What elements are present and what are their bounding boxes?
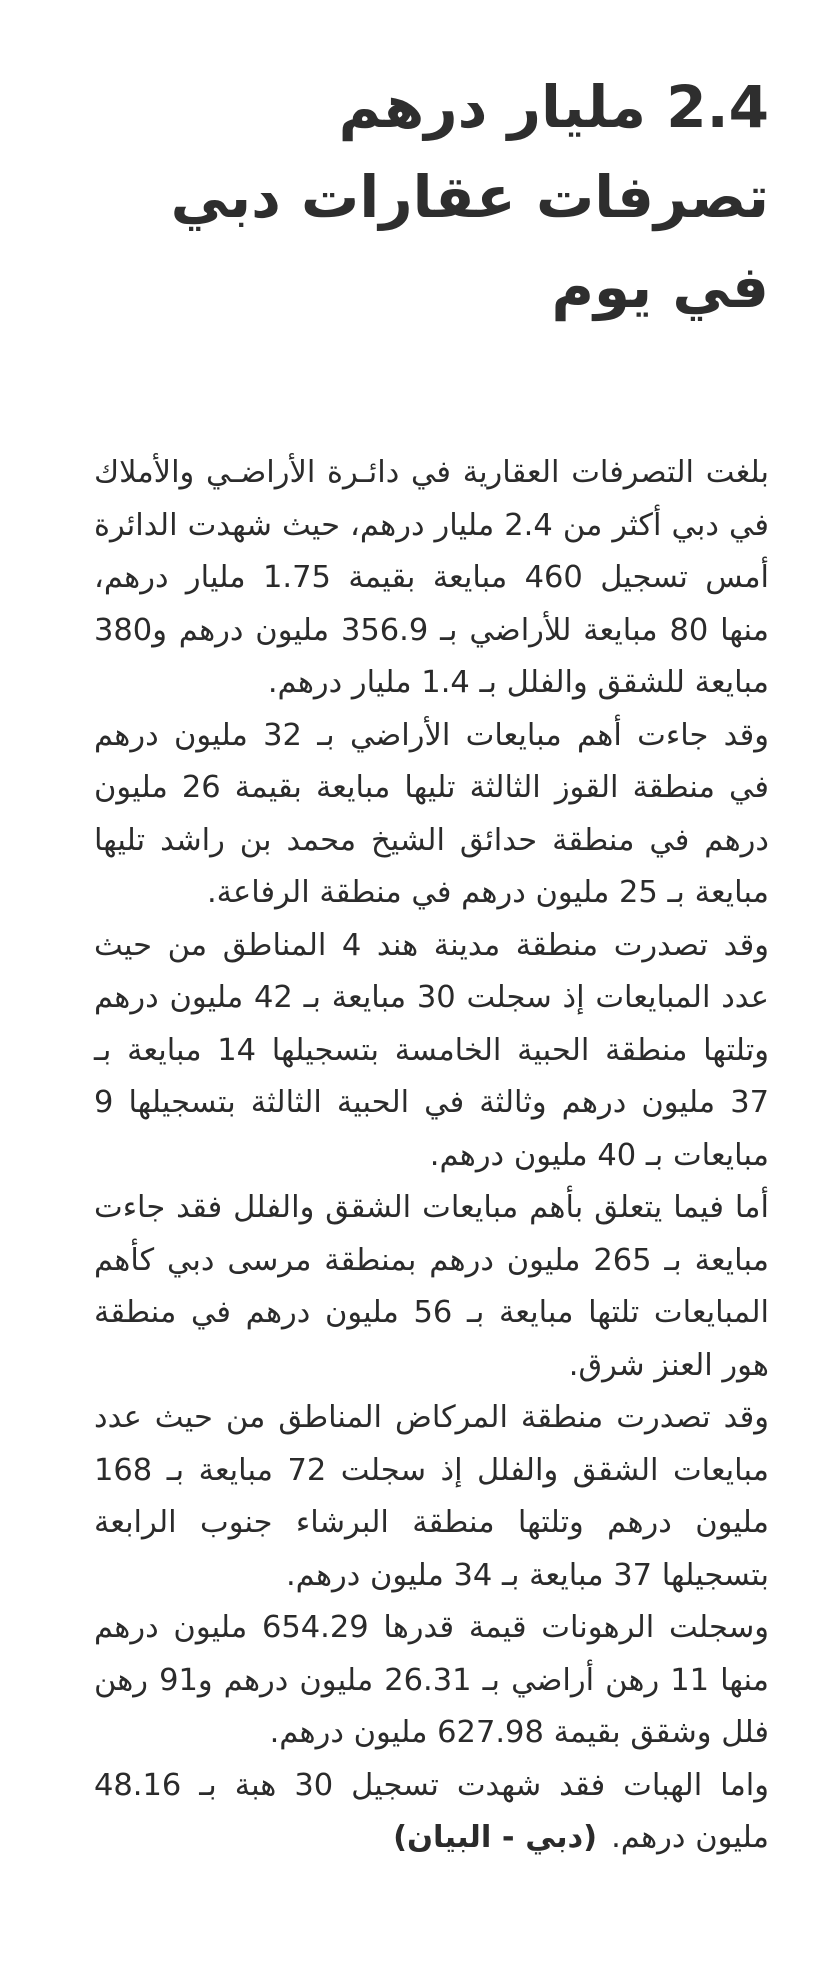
article-headline: 2.4 مليار درهم تصرفات عقارات دبي في يوم xyxy=(170,73,769,321)
article-body xyxy=(94,447,769,1865)
article-paragraph: وقد تصدرت منطقة المركاض المناطق من حيث عدد مبايعات الشقق والفلل إذ سجلت 72 مبايعة بـ 168 مليون درهم وتلتها منطقة البرشاء جنوب الرابعة بتسجيلها 37 مبايعة بـ 34 مليون درهم. xyxy=(94,1400,770,1593)
article-paragraph: بلغت التصرفات العقارية في دائـرة الأراضـي والأملاك في دبي أكثر من 2.4 مليار درهم، حيث شهدت الدائرة أمس تسجيل 460 مبايعة بقيمة 1.75 مليار درهم، منها 80 مبايعة للأراضي بـ 356.9 مليون درهم و380 مبايعة للشقق والفلل بـ 1.4 مليار درهم. xyxy=(94,455,769,700)
article-paragraph: وقد تصدرت منطقة مدينة هند 4 المناطق من حيث عدد المبايعات إذ سجلت 30 مبايعة بـ 42 مليون درهم وتلتها منطقة الحبية الخامسة بتسجيلها 14 مبايعة بـ 37 مليون درهم وثالثة في الحبية الثالثة بتسجيلها 9 مبايعات بـ 40 مليون درهم. xyxy=(94,927,769,1173)
last-paragraph-text: واما الهبات فقد شهدت تسجيل 30 هبة بـ 48.16 مليون درهم. xyxy=(94,1767,770,1855)
article-paragraph: وسجلت الرهونات قيمة قدرها 654.29 مليون درهم منها 11 رهن أراضي بـ 26.31 مليون درهم و91 رهن فلل وشقق بقيمة 627.98 مليون درهم. xyxy=(94,1610,769,1750)
article-paragraph: وقد جاءت أهم مبايعات الأراضي بـ 32 مليون درهم في منطقة القوز الثالثة تليها مبايعة بقيمة 26 مليون درهم في منطقة حدائق الشيخ محمد بن راشد تليها مبايعة بـ 25 مليون درهم في منطقة الرفاعة. xyxy=(94,717,769,910)
article-paragraph: أما فيما يتعلق بأهم مبايعات الشقق والفلل فقد جاءت مبايعة بـ 265 مليون درهم بمنطقة مرسى دبي كأهم المبايعات تلتها مبايعة بـ 56 مليون درهم في منطقة هور العنز شرق. xyxy=(94,1190,770,1383)
article-paragraph-last xyxy=(94,1760,769,1865)
article-credit: (دبي - البيان) xyxy=(393,1820,598,1855)
news-article xyxy=(94,0,769,1865)
